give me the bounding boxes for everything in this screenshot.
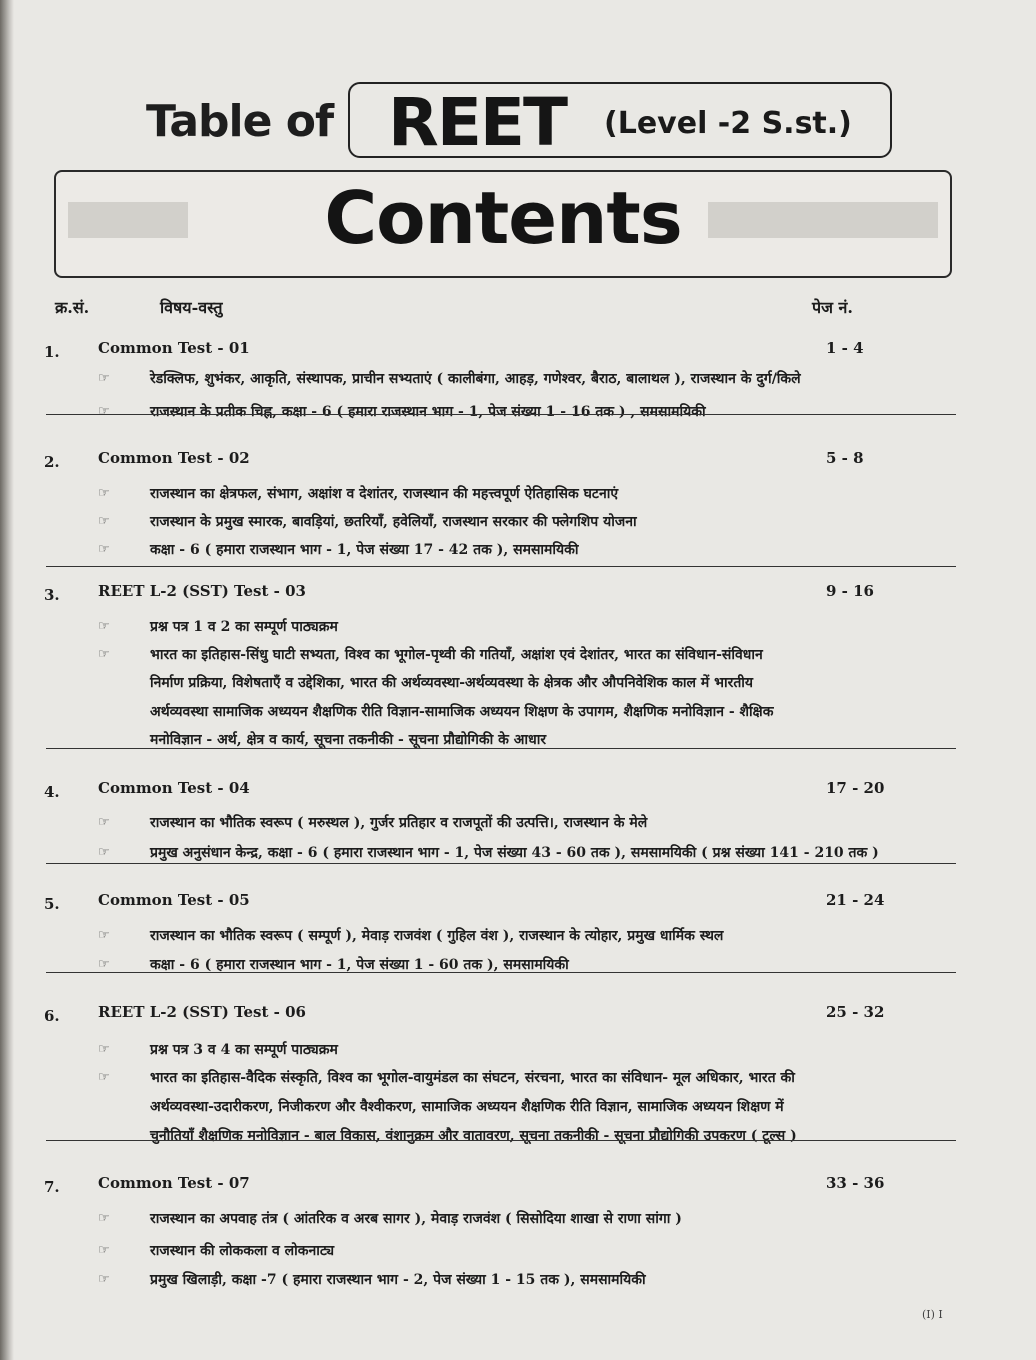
section-divider: [46, 748, 956, 749]
topic-text: राजस्थान का क्षेत्रफल, संभाग, अक्षांश व देशांतर, राजस्थान की महत्त्वपूर्ण ऐतिहासिक घटनाएं: [150, 486, 619, 502]
section-page-range: 9 - 16: [826, 582, 874, 600]
section-title: Common Test - 02: [98, 449, 250, 467]
topic-text: राजस्थान के प्रतीक चिह्न, कक्षा - 6 ( हमारा राजस्थान भाग - 1, पेज संख्या 1 - 16 तक ) , समसामयिकी: [150, 404, 706, 420]
pointing-hand-icon: ☞: [98, 1211, 110, 1226]
section-number: 6.: [44, 1007, 60, 1025]
pointing-hand-icon: ☞: [98, 957, 110, 972]
topic-text: प्रश्न पत्र 1 व 2 का सम्पूर्ण पाठ्यक्रम: [150, 619, 338, 635]
topic-text: राजस्थान का अपवाह तंत्र ( आंतरिक व अरब सागर ), मेवाड़ राजवंश ( सिसोदिया शाखा से राणा सांगा ): [150, 1211, 682, 1227]
pointing-hand-icon: ☞: [98, 1042, 110, 1057]
topic-text: निर्माण प्रक्रिया, विशेषताएँ व उद्देशिका, भारत की अर्थव्यवस्था-अर्थव्यवस्था के क्षेत्रक और औपनिवेशिक काल में भारतीय: [150, 675, 754, 691]
topic-text: कक्षा - 6 ( हमारा राजस्थान भाग - 1, पेज संख्या 17 - 42 तक ), समसामयिकी: [150, 542, 579, 558]
contents-title-box: [54, 170, 952, 278]
pointing-hand-icon: ☞: [98, 845, 110, 860]
title-banner: [0, 78, 1036, 161]
topic-text: कक्षा - 6 ( हमारा राजस्थान भाग - 1, पेज संख्या 1 - 60 तक ), समसामयिकी: [150, 957, 569, 973]
section-page-range: 21 - 24: [826, 891, 885, 909]
section-number: 7.: [44, 1178, 60, 1196]
contents-heading: Contents: [324, 176, 682, 260]
topic-text: राजस्थान की लोककला व लोकनाट्य: [150, 1243, 335, 1259]
pointing-hand-icon: ☞: [98, 486, 110, 501]
topic-text: राजस्थान के प्रमुख स्मारक, बावड़ियां, छतरियाँ, हवेलियाँ, राजस्थान सरकार की फ्लेगशिप योजना: [150, 514, 637, 530]
pointing-hand-icon: ☞: [98, 1070, 110, 1085]
reet-title: REET: [388, 84, 567, 161]
page-number-footer: (I) I: [922, 1308, 943, 1321]
topic-text: अर्थव्यवस्था-उदारीकरण, निजीकरण और वैश्वीकरण, सामाजिक अध्ययन शैक्षणिक रीति विज्ञान, सामाजिक अध्ययन शिक्षण में: [150, 1099, 784, 1115]
section-page-range: 1 - 4: [826, 339, 864, 357]
topic-text: अर्थव्यवस्था सामाजिक अध्ययन शैक्षणिक रीति विज्ञान-सामाजिक अध्ययन शिक्षण के उपागम, शैक्षणिक मनोविज्ञान - शैक्षिक: [150, 704, 774, 720]
book-spine-edge: [0, 0, 14, 1360]
section-page-range: 17 - 20: [826, 779, 885, 797]
column-header-subject: विषय-वस्तु: [160, 298, 223, 317]
section-page-range: 25 - 32: [826, 1003, 885, 1021]
topic-text: प्रमुख खिलाड़ी, कक्षा -7 ( हमारा राजस्थान भाग - 2, पेज संख्या 1 - 15 तक ), समसामयिकी: [150, 1272, 646, 1288]
pointing-hand-icon: ☞: [98, 514, 110, 529]
section-number: 2.: [44, 453, 60, 471]
pointing-hand-icon: ☞: [98, 928, 110, 943]
topic-text: प्रश्न पत्र 3 व 4 का सम्पूर्ण पाठ्यक्रम: [150, 1042, 338, 1058]
section-page-range: 5 - 8: [826, 449, 864, 467]
pointing-hand-icon: ☞: [98, 371, 110, 386]
section-page-range: 33 - 36: [826, 1174, 885, 1192]
column-header-sno: क्र.सं.: [55, 298, 90, 317]
topic-text: राजस्थान का भौतिक स्वरूप ( सम्पूर्ण ), मेवाड़ राजवंश ( गुहिल वंश ), राजस्थान के त्योहार, प्रमुख धार्मिक स्थल: [150, 928, 724, 944]
section-number: 5.: [44, 895, 60, 913]
topic-text: राजस्थान का भौतिक स्वरूप ( मरुस्थल ), गुर्जर प्रतिहार व राजपूतों की उत्पत्ति।, राजस्थान के मेले: [150, 815, 648, 831]
pointing-hand-icon: ☞: [98, 815, 110, 830]
topic-text: प्रमुख अनुसंधान केन्द्र, कक्षा - 6 ( हमारा राजस्थान भाग - 1, पेज संख्या 43 - 60 तक ), समसामयिकी ( प्रश्न संख्या 141 - 210 तक ): [150, 845, 879, 861]
section-number: 3.: [44, 586, 60, 604]
section-title: Common Test - 05: [98, 891, 250, 909]
column-header-page: पेज नं.: [812, 298, 853, 317]
section-number: 1.: [44, 343, 60, 361]
pointing-hand-icon: ☞: [98, 404, 110, 419]
section-number: 4.: [44, 783, 60, 801]
topic-text: चुनौतियाँ शैक्षणिक मनोविज्ञान - बाल विकास, वंशानुक्रम और वातावरण, सूचना तकनीकी - सूचना प्रौद्योगिकी उपकरण ( टूल्स ): [150, 1128, 797, 1144]
pointing-hand-icon: ☞: [98, 1272, 110, 1287]
section-divider: [46, 414, 956, 415]
section-divider: [46, 972, 956, 973]
section-title: REET L-2 (SST) Test - 03: [98, 582, 306, 600]
section-divider: [46, 1140, 956, 1141]
section-title: REET L-2 (SST) Test - 06: [98, 1003, 306, 1021]
pointing-hand-icon: ☞: [98, 542, 110, 557]
topic-text: भारत का इतिहास-सिंधु घाटी सभ्यता, विश्व का भूगोल-पृथ्वी की गतियाँ, अक्षांश एवं देशांतर, भारत का संविधान-संविधान: [150, 647, 763, 663]
pointing-hand-icon: ☞: [98, 1243, 110, 1258]
table-of-label: Table of: [146, 96, 334, 147]
section-title: Common Test - 04: [98, 779, 250, 797]
pointing-hand-icon: ☞: [98, 647, 110, 662]
topic-text: रेडक्लिफ, शुभंकर, आकृति, संस्थापक, प्राचीन सभ्यताएं ( कालीबंगा, आहड़, गणेश्वर, बैराठ, बालाथल ), राजस्थान के दुर्ग/किले: [150, 371, 801, 387]
section-title: Common Test - 01: [98, 339, 250, 357]
topic-text: मनोविज्ञान - अर्थ, क्षेत्र व कार्य, सूचना तकनीकी - सूचना प्रौद्योगिकी के आधार: [150, 732, 547, 748]
section-divider: [46, 863, 956, 864]
pointing-hand-icon: ☞: [98, 619, 110, 634]
topic-text: भारत का इतिहास-वैदिक संस्कृति, विश्व का भूगोल-वायुमंडल का संघटन, संरचना, भारत का संविधान- मूल अधिकार, भारत की: [150, 1070, 795, 1086]
level-subtitle: (Level -2 S.st.): [604, 106, 852, 141]
section-title: Common Test - 07: [98, 1174, 250, 1192]
section-divider: [46, 566, 956, 567]
